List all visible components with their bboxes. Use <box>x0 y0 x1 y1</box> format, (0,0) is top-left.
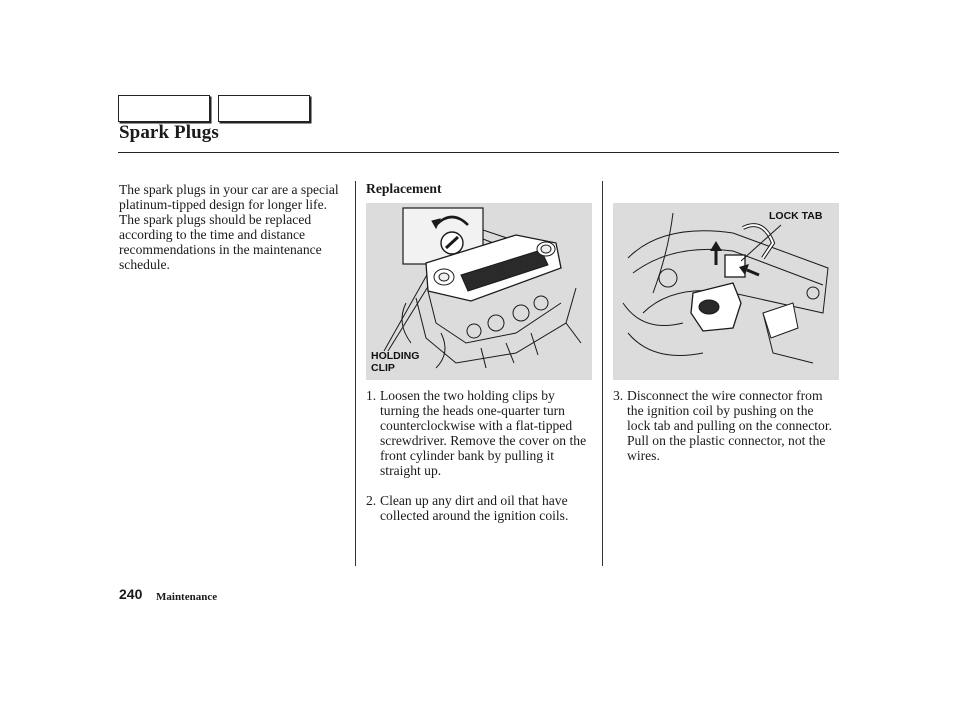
step-text: Disconnect the wire connector from the ignition coil by pushing on the lock tab and pulling on the connector. Pull on the plastic connector, not the wires. <box>627 388 832 463</box>
step-number: 1. <box>366 388 377 403</box>
page-number: 240 <box>119 586 143 602</box>
ignition-coil-illustration <box>613 203 839 380</box>
step-number: 2. <box>366 493 377 508</box>
step-item <box>613 388 835 463</box>
intro-paragraph: The spark plugs in your car are a special platinum-tipped design for longer life. The spark plugs should be replaced according to the time and distance recommendations in the maintenance schedule. <box>119 182 339 272</box>
step-item <box>366 388 594 478</box>
ignition-coil-drawing <box>613 203 839 380</box>
step-item <box>366 493 594 523</box>
nav-button-next[interactable] <box>218 95 310 122</box>
column-divider-2 <box>602 181 603 566</box>
nav-button-previous[interactable] <box>118 95 210 122</box>
holding-clip-label: HOLDING CLIP <box>371 350 420 374</box>
section-heading-replacement: Replacement <box>366 181 442 196</box>
step-text: Loosen the two holding clips by turning the heads one-quarter turn counterclockwise with a flat-tipped screwdriver. Remove the cover on the front cylinder bank by pulling it straight up. <box>380 388 587 478</box>
step-text: Clean up any dirt and oil that have collected around the ignition coils. <box>380 493 569 523</box>
column-divider-1 <box>355 181 356 566</box>
footer-section-name: Maintenance <box>156 591 218 603</box>
steps-left-column <box>366 388 594 538</box>
engine-cover-illustration <box>366 203 592 380</box>
title-divider <box>118 152 839 153</box>
page-title: Spark Plugs <box>119 122 219 143</box>
lock-tab-label: LOCK TAB <box>769 210 823 222</box>
step-number: 3. <box>613 388 624 403</box>
steps-right-column <box>613 388 835 478</box>
